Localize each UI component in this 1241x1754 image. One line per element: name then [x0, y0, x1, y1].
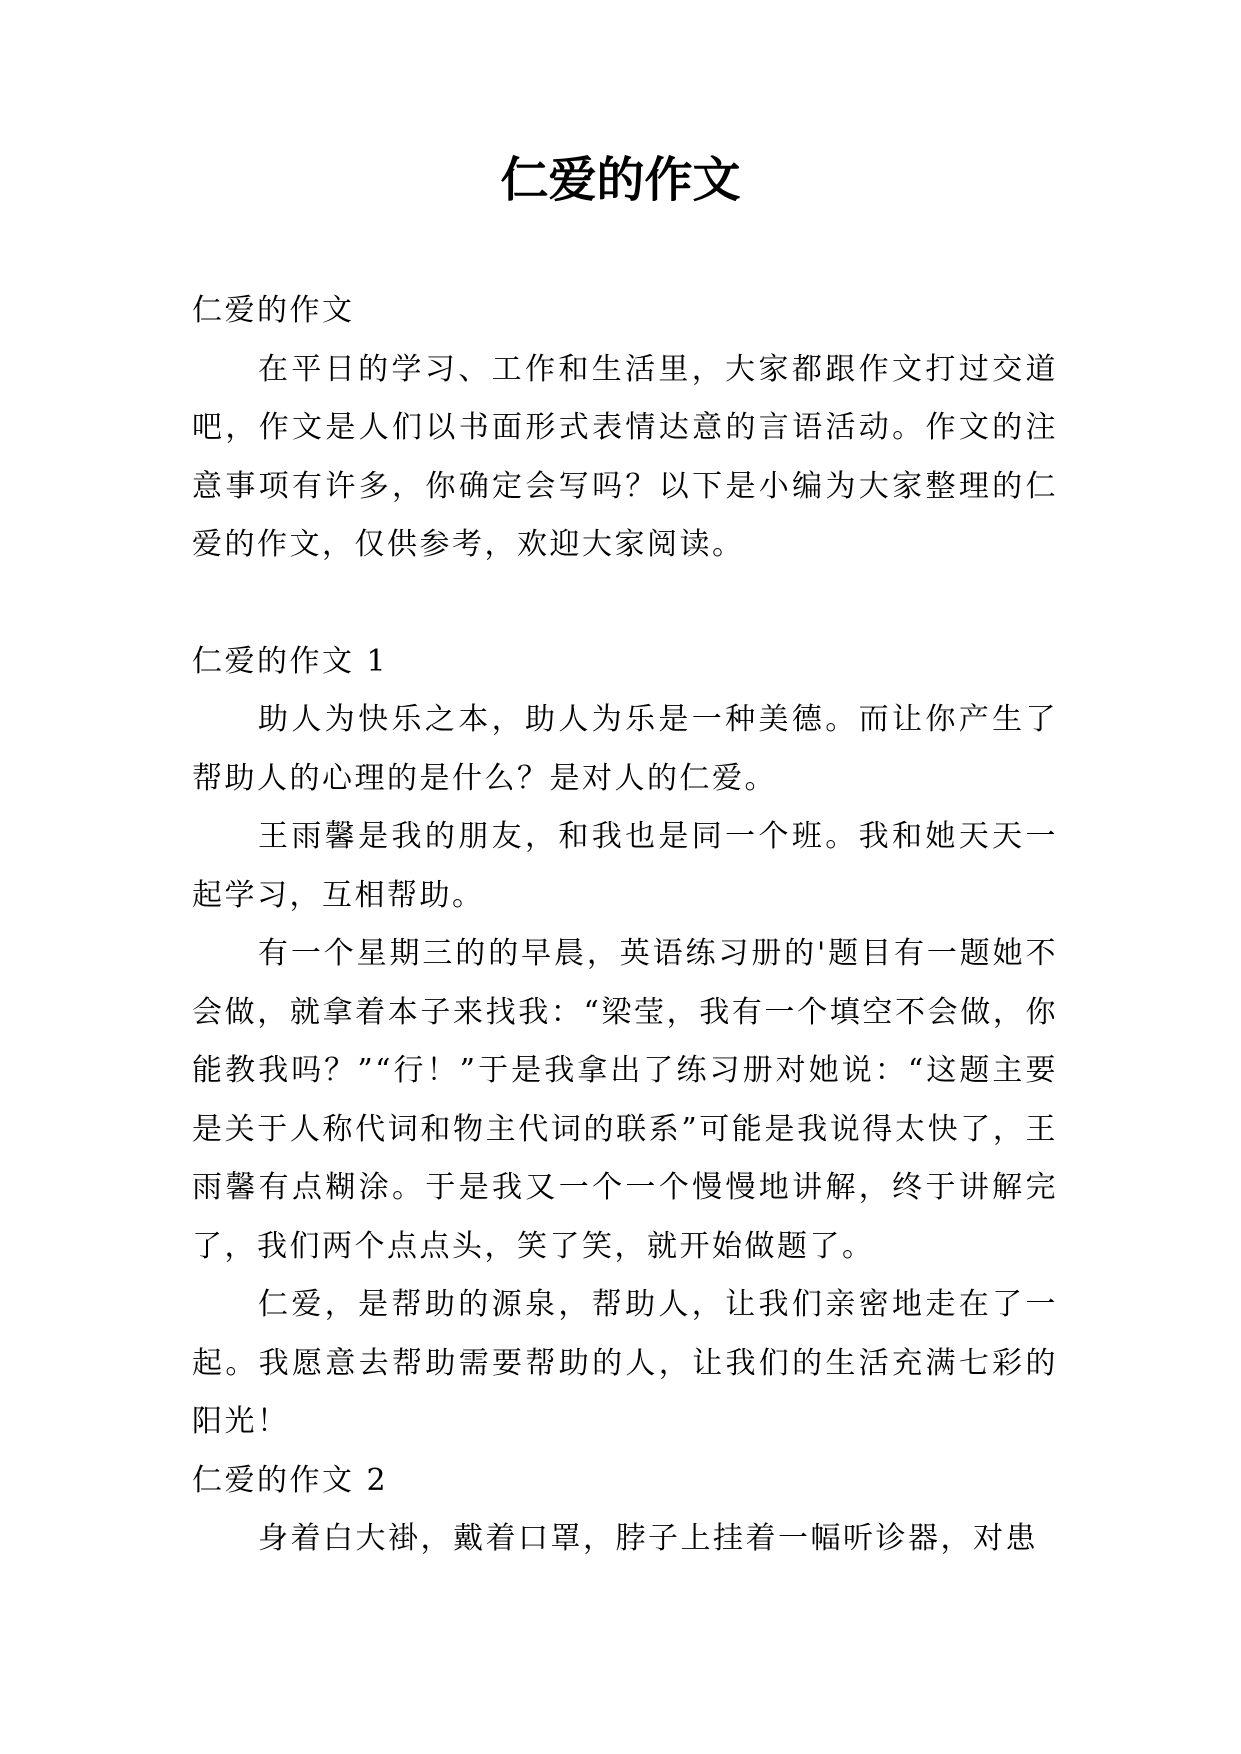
section-spacer — [192, 575, 1058, 633]
essay-1-paragraph-4: 仁爱，是帮助的源泉，帮助人，让我们亲密地走在了一起。我愿意去帮助需要帮助的人，让我们的生活充满七彩的阳光！ — [192, 1287, 1058, 1439]
essay-1-paragraph-2: 王雨馨是我的朋友，和我也是同一个班。我和她天天一起学习，互相帮助。 — [192, 819, 1058, 913]
essay-1-paragraph-1: 助人为快乐之本，助人为乐是一种美德。而让你产生了帮助人的心理的是什么？是对人的仁爱。 — [192, 702, 1058, 796]
essay-2-paragraph-1: 身着白大褂，戴着口罩，脖子上挂着一幅听诊器，对患 — [258, 1521, 1038, 1556]
essay-1-heading: 仁爱的作文 1 — [192, 643, 389, 679]
essay-2-heading: 仁爱的作文 2 — [192, 1462, 389, 1498]
essay-1-paragraph-3: 有一个星期三的的早晨，英语练习册的'题目有一题她不会做，就拿着本子来找我：“梁莹，我有一个填空不会做，你能教我吗？”“行！”于是我拿出了练习册对她说：“这题主要是关于人称代词和物主代词的联系”可能是我说得太快了，王雨馨有点糊涂。于是我又一个一个慢慢地讲解，终于讲解完了，我们两个点点头，笑了笑，就开始做题了。 — [192, 936, 1058, 1264]
document-title: 仁爱的作文 — [500, 152, 741, 208]
intro-heading: 仁爱的作文 — [192, 293, 355, 328]
document-body — [192, 282, 1058, 1569]
intro-paragraph: 在平日的学习、工作和生活里，大家都跟作文打过交道吧，作文是人们以书面形式表情达意的言语活动。作文的注意事项有许多，你确定会写吗？以下是小编为大家整理的仁爱的作文，仅供参考，欢迎大家阅读。 — [192, 351, 1058, 562]
